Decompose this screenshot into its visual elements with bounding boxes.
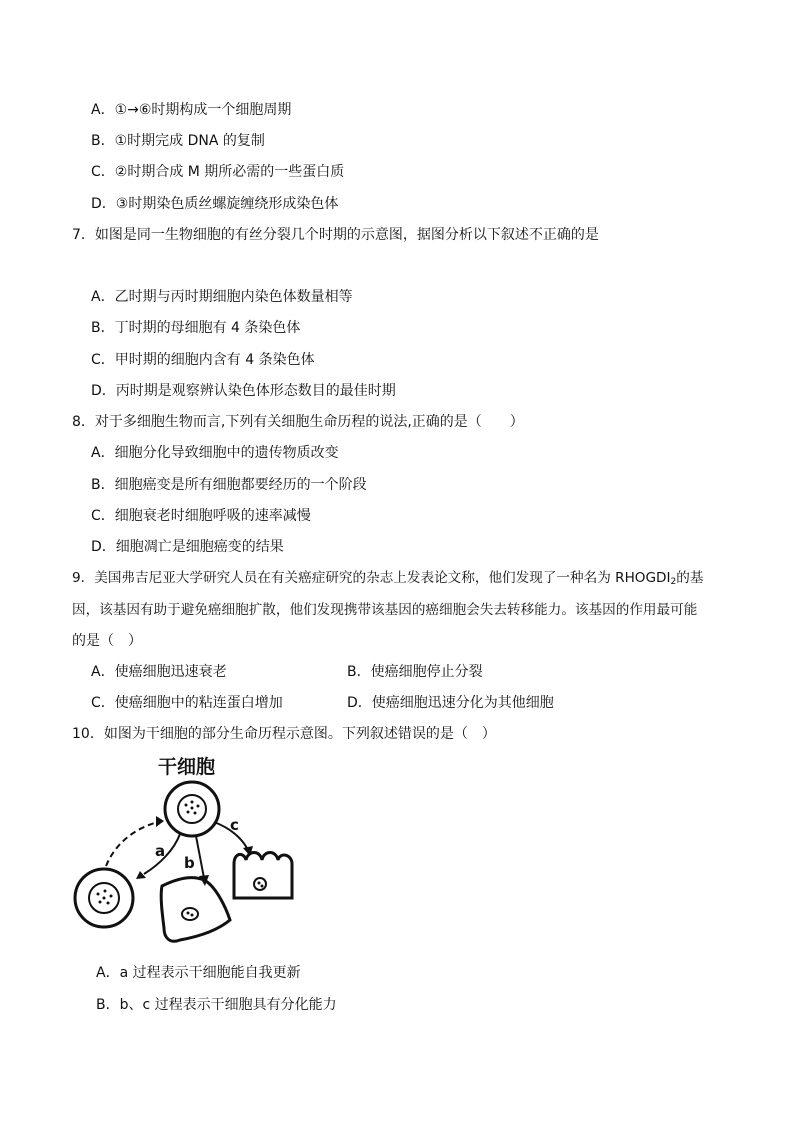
q6-option-c: C．②时期合成 M 期所必需的一些蛋白质	[91, 164, 345, 180]
q6-option-d: D．③时期染色质丝螺旋缠绕形成染色体	[91, 196, 339, 212]
q9-option-c: C．使癌细胞中的粘连蛋白增加	[91, 695, 283, 711]
label-c: c	[230, 816, 239, 834]
q8-option-b: B．细胞癌变是所有细胞都要经历的一个阶段	[91, 477, 367, 493]
arrow-renewal-dashed	[106, 822, 158, 866]
label-a: a	[155, 842, 166, 860]
q10-option-b: B．b、c 过程表示干细胞具有分化能力	[96, 997, 337, 1013]
q7-option-b: B．丁时期的母细胞有 4 条染色体	[91, 320, 301, 336]
label-b: b	[184, 854, 195, 872]
differentiated-cell-c	[234, 853, 292, 899]
stem-cell-renewed	[75, 869, 133, 927]
q8-option-c: C．细胞衰老时细胞呼吸的速率减慢	[91, 508, 311, 524]
q9-option-a: A．使癌细胞迅速衰老	[91, 664, 227, 680]
q9-option-b: B．使癌细胞停止分裂	[347, 664, 483, 680]
q8-option-a: A．细胞分化导致细胞中的遗传物质改变	[91, 445, 339, 461]
q9-option-d: D．使癌细胞迅速分化为其他细胞	[347, 695, 554, 711]
q10-stem: 10．如图为干细胞的部分生命历程示意图。下列叙述错误的是（ ）	[72, 726, 496, 742]
q6-option-a: A．①→⑥时期构成一个细胞周期	[91, 102, 292, 118]
q9-stem-line-1: 9．美国弗吉尼亚大学研究人员在有关癌症研究的杂志上发表论文称，他们发现了一种名为 $RHOGDI_2$的基	[72, 570, 704, 587]
figure-title: 干细胞	[158, 756, 216, 778]
q9-stem-line-2: 因，该基因有助于避免癌细胞扩散，他们发现携带该基因的癌细胞会失去转移能力。该基因的作用最可能	[72, 602, 698, 618]
q7-option-d: D．丙时期是观察辨认染色体形态数目的最佳时期	[91, 383, 396, 399]
q8-option-d: D．细胞凋亡是细胞癌变的结果	[91, 539, 284, 555]
q7-stem: 7．如图是同一生物细胞的有丝分裂几个时期的示意图，据图分析以下叙述不正确的是	[72, 227, 599, 243]
stem-cell-top	[165, 782, 219, 836]
q8-stem: 8．对于多细胞生物而言,下列有关细胞生命历程的说法,正确的是（ ）	[72, 414, 524, 430]
q6-option-b: B．①时期完成 DNA 的复制	[91, 133, 265, 149]
q7-option-c: C．甲时期的细胞内含有 4 条染色体	[91, 352, 315, 368]
arrow-b	[196, 836, 204, 878]
q9-stem-line-3: 的是（ ）	[72, 633, 142, 649]
differentiated-cell-b	[161, 878, 230, 942]
q10-option-a: A．a 过程表示干细胞能自我更新	[96, 965, 301, 981]
q7-option-a: A．乙时期与丙时期细胞内染色体数量相等	[91, 289, 353, 305]
stem-cell-diagram	[70, 752, 310, 957]
